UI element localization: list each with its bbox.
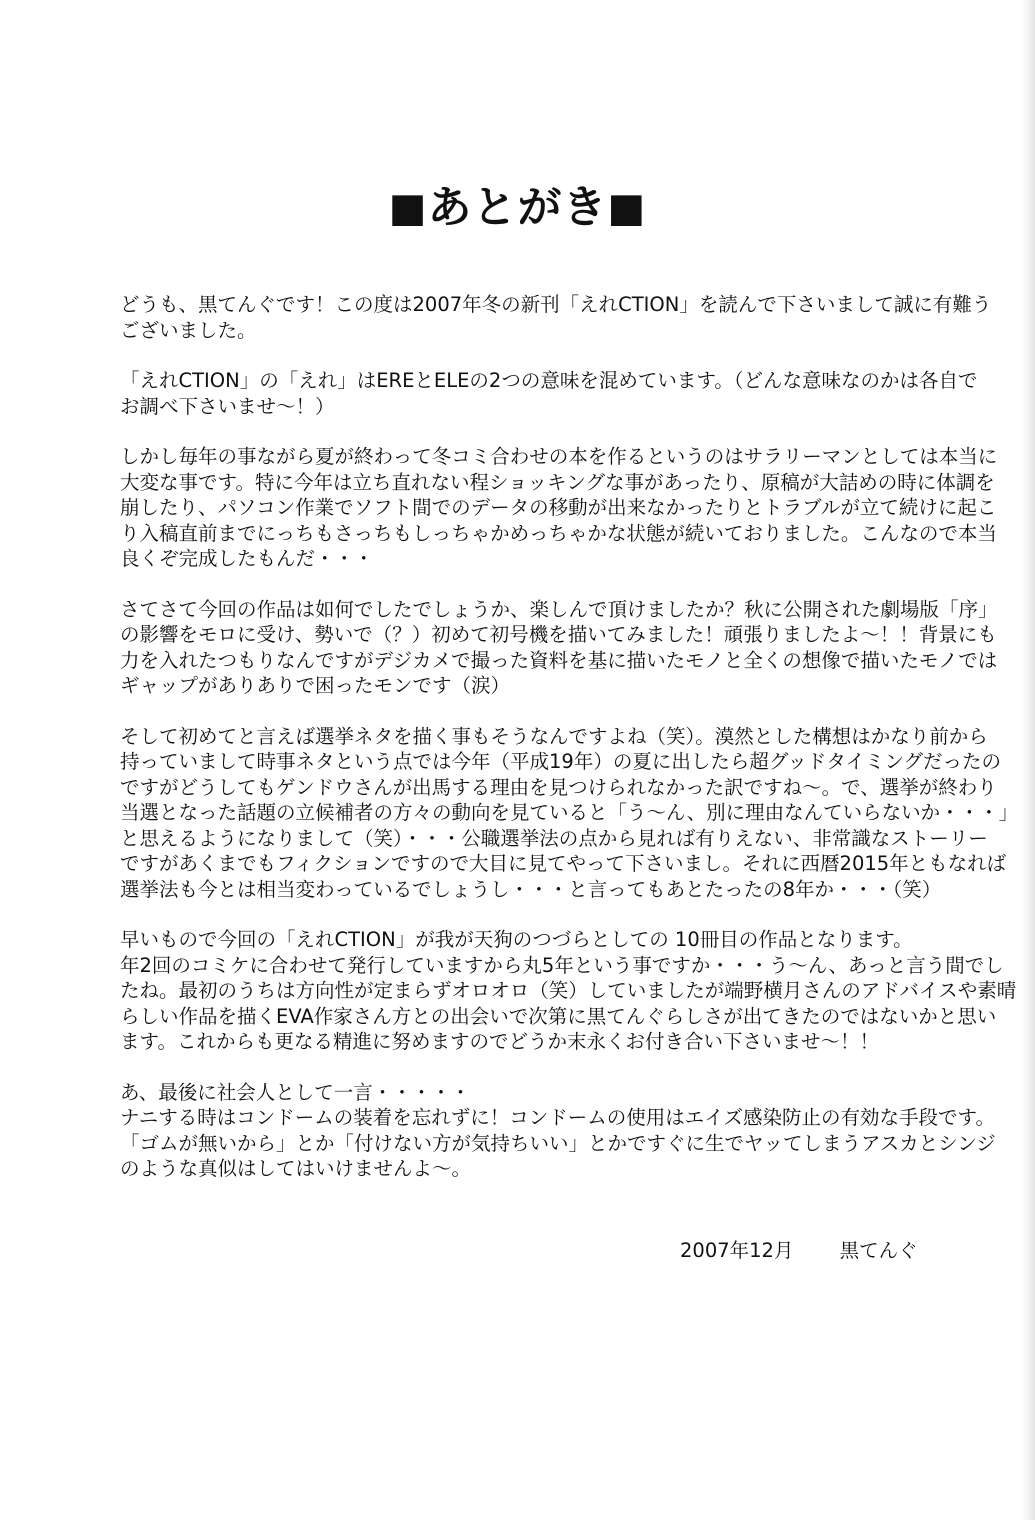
paragraph-line: ございました。: [120, 318, 257, 342]
paragraph-line: 力を入れたつもりなんですがデジカメで撮った資料を基に描いたモノと全くの想像で描いたモノでは: [120, 648, 998, 672]
paragraph-line: たね。最初のうちは方向性が定まらずオロオロ（笑）していましたが端野横月さんのアドバイスや素晴: [120, 979, 1017, 1002]
paragraph-line: り入稿直前までにっちもさっちもしっちゃかめっちゃかな状態が続いておりました。こんなので本当: [120, 521, 997, 545]
paragraph-line: 「ゴムが無いから」とか「付けない方が気持ちいい」とかですぐに生でヤッてしまうアスカとシンジ: [120, 1131, 996, 1155]
title-right-square: ■: [607, 185, 647, 231]
paragraph: [120, 597, 998, 699]
paragraph: [120, 1080, 996, 1182]
title-left-square: ■: [388, 185, 428, 231]
paragraph-line: しかし毎年の事ながら夏が終わって冬コミ合わせの本を作るというのはサラリーマンとしては本当に: [120, 445, 998, 468]
paragraph: [120, 368, 978, 419]
paragraph-line: ですがあくまでもフィクションですので大目に見てやって下さいまし。それに西暦2015年ともなれば: [120, 852, 1007, 875]
paragraph: [120, 927, 1017, 1055]
paragraph-line: のような真似はしてはいけませんよ～。: [120, 1157, 472, 1180]
paragraph-line: 「えれCTION」の「えれ」はEREとELEの2つの意味を混めています。（どんな意味なのかは各自で: [120, 369, 978, 392]
paragraph-line: そして初めてと言えば選挙ネタを描く事もそうなんですよね（笑）。漠然とした構想はかなり前から: [120, 724, 988, 748]
paragraph-line: お調べ下さいませ～！）: [120, 394, 335, 418]
paragraph-line: どうも、黒てんぐです！この度は2007年冬の新刊「えれCTION」を読んで下さいまして誠に有難う: [120, 293, 992, 316]
paragraph: [120, 292, 992, 343]
page-title: [0, 178, 1035, 238]
paragraph-line: 崩したり、パソコン作業でソフト間でのデータの移動が出来なかったりとトラブルが立て続けに起こ: [120, 496, 997, 519]
paragraph-line: ですがどうしてもゲンドウさんが出馬する理由を見つけられなかった訳ですね～。で、選挙が終わり: [120, 775, 997, 799]
paragraph-line: らしい作品を描くEVA作家さん方との出会いで次第に黒てんぐらしさが出てきたのではないかと思い: [120, 1004, 997, 1028]
signature-author: 黒てんぐ: [839, 1239, 918, 1262]
paragraph: [120, 444, 998, 572]
paragraph-line: ます。これからも更なる精進に努めますのでどうか末永くお付き合い下さいませ～！！: [120, 1030, 879, 1053]
paragraph-line: 持っていまして時事ネタという点では今年（平成19年）の夏に出したら超グッドタイミングだったの: [120, 750, 1002, 773]
paragraph-line: の影響をモロに受け、勢いで（？）初めて初号機を描いてみました！頑張りましたよ～！！背景にも: [120, 623, 997, 646]
afterword-body: [120, 292, 1019, 1207]
paragraph-line: ギャップがありありで困ったモンです（涙）: [120, 674, 511, 697]
paragraph-line: あ、最後に社会人として一言・・・・・: [120, 1080, 471, 1104]
title-text: あとがき: [427, 182, 608, 233]
paragraph-line: 大変な事です。特に今年は立ち直れない程ショッキングな事があったり、原稿が大詰めの時に体調を: [120, 470, 995, 494]
paragraph-line: 当選となった話題の立候補者の方々の動向を見ていると「う～ん、別に理由なんていらないか・・・」: [120, 801, 1019, 824]
signature: [680, 1238, 980, 1264]
signature-date: 2007年12月: [680, 1239, 794, 1262]
paragraph-line: 良くぞ完成したもんだ・・・: [120, 547, 374, 570]
paragraph-line: 早いもので今回の「えれCTION」が我が天狗のつづらとしての 10冊目の作品となります。: [120, 928, 913, 951]
paragraph-line: 年2回のコミケに合わせて発行していますから丸5年という事ですか・・・う～ん、あっと言う間でし: [120, 953, 1004, 977]
paragraph-line: 選挙法も今とは相当変わっているでしょうし・・・と言ってもあとたったの8年か・・・（笑）: [120, 877, 942, 901]
paragraph-line: さてさて今回の作品は如何でしたでしょうか、楽しんで頂けましたか？秋に公開された劇場版「序」: [120, 597, 998, 621]
paragraph: [120, 724, 1019, 903]
paragraph-line: ナニする時はコンドームの装着を忘れずに！コンドームの使用はエイズ感染防止の有効な手段です。: [120, 1106, 995, 1129]
paragraph-line: と思えるようになりまして（笑）・・・公職選挙法の点から見れば有りえない、非常識なストーリー: [120, 826, 988, 850]
